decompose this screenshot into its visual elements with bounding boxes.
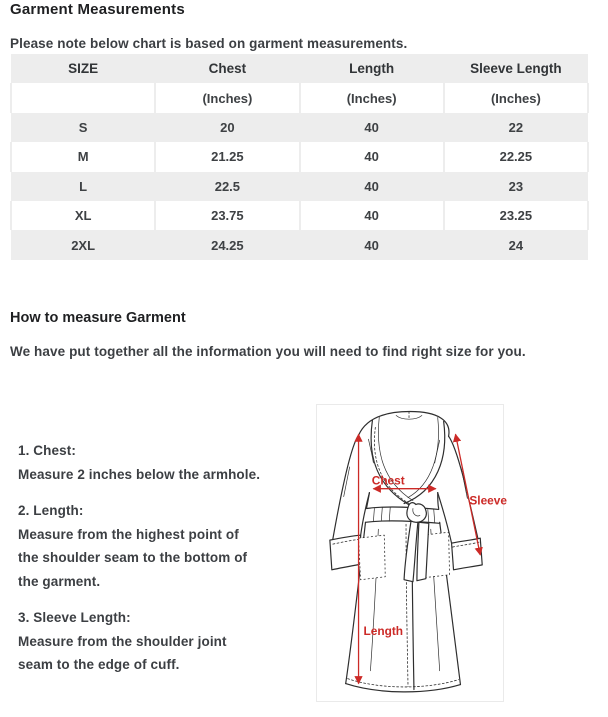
step-line: the garment.: [18, 573, 101, 589]
cell-chest: 20: [155, 113, 299, 142]
cell-size: XL: [11, 201, 155, 230]
cell-chest: 24.25: [155, 230, 299, 259]
size-chart-table: [10, 54, 589, 260]
cell-length: 40: [300, 142, 444, 171]
cell-size: 2XL: [11, 230, 155, 259]
cell-chest: 23.75: [155, 201, 299, 230]
page-title: Garment Measurements: [10, 1, 185, 18]
cell-length: 40: [300, 172, 444, 201]
step-line: Measure 2 inches below the armhole.: [18, 466, 261, 482]
cell-chest: 22.5: [155, 172, 299, 201]
cell: (Inches): [300, 83, 444, 112]
step-length: [18, 499, 318, 593]
cell: (Inches): [444, 83, 588, 112]
step-line: Measure from the shoulder joint: [18, 633, 227, 649]
table-row: [11, 201, 588, 230]
table-header-row: [11, 54, 588, 83]
sleeve-annotation-label: Sleeve: [469, 493, 507, 508]
step-label: 3. Sleeve Length:: [18, 610, 131, 625]
cell-sleeve: 24: [444, 230, 588, 259]
cell-size: L: [11, 172, 155, 201]
robe-measurement-diagram: [316, 404, 507, 702]
step-chest: [18, 439, 318, 486]
cell-sleeve: 22.25: [444, 142, 588, 171]
table-row: [11, 113, 588, 142]
cell-length: 40: [300, 201, 444, 230]
cell-sleeve: 23.25: [444, 201, 588, 230]
measure-section-intro: We have put together all the information you will need to find right size for you.: [10, 344, 526, 359]
cell-length: 40: [300, 230, 444, 259]
cell-sleeve: 22: [444, 113, 588, 142]
step-line: seam to the edge of cuff.: [18, 657, 180, 672]
cell: [11, 83, 155, 112]
step-line: Measure from the highest point of: [18, 526, 239, 542]
cell-chest: 21.25: [155, 142, 299, 171]
chart-note: Please note below chart is based on garment measurements.: [10, 36, 408, 51]
cell-size: S: [11, 113, 155, 142]
step-sleeve-length: [18, 606, 318, 677]
col-header-size: SIZE: [11, 54, 155, 83]
measure-section-heading: How to measure Garment: [10, 310, 186, 326]
length-annotation-label: Length: [363, 624, 404, 639]
cell-length: 40: [300, 113, 444, 142]
col-header-chest: Chest: [155, 54, 299, 83]
step-label: 1. Chest:: [18, 443, 76, 458]
table-row: [11, 230, 588, 259]
col-header-sleeve-length: Sleeve Length: [444, 54, 588, 83]
cell-sleeve: 23: [444, 172, 588, 201]
step-line: the shoulder seam to the bottom of: [18, 550, 248, 565]
col-header-length: Length: [300, 54, 444, 83]
table-row: [11, 172, 588, 201]
chest-annotation-label: Chest: [371, 473, 405, 488]
cell: (Inches): [155, 83, 299, 112]
measure-steps: [18, 439, 318, 690]
units-row: [11, 83, 588, 112]
cell-size: M: [11, 142, 155, 171]
step-label: 2. Length:: [18, 503, 84, 518]
table-row: [11, 142, 588, 171]
